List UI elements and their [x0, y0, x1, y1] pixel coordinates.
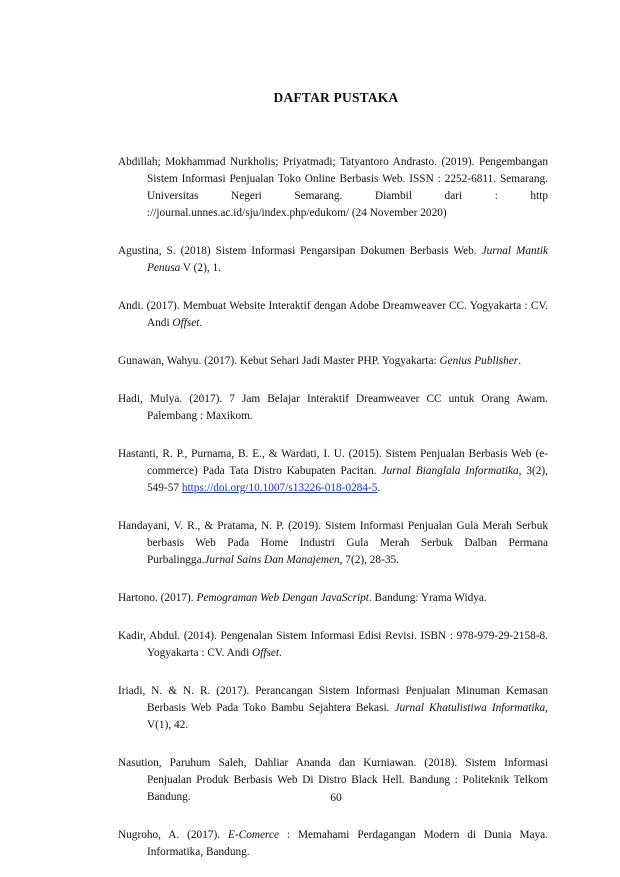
reference-journal-title: Jurnal Mantik Penusa — [147, 245, 548, 274]
reference-entry — [118, 590, 548, 607]
reference-entry — [118, 243, 548, 277]
reference-list — [118, 154, 548, 861]
reference-entry — [118, 827, 548, 861]
reference-text: Nugroho, A. (2017). — [118, 829, 228, 841]
reference-entry — [118, 446, 548, 497]
reference-text: . — [199, 317, 203, 329]
reference-publisher: Offset — [172, 317, 200, 329]
reference-publisher: Offset — [252, 647, 280, 659]
reference-text: Handayani, V. R., & Pratama, N. P. (2019). Sistem Informasi Penjualan Gula Merah Serbuk berbasis Web Pada Home Industri Gula Merah Serbuk Dalban Permana Purbalingga. — [118, 520, 548, 566]
reference-entry — [118, 154, 548, 222]
reference-journal-title: Jurnal Khatulistiwa Informatika — [394, 702, 546, 714]
reference-text: Hartono. (2017). — [118, 592, 197, 604]
reference-entry — [118, 683, 548, 734]
reference-text: . — [377, 482, 381, 494]
reference-text: Abdillah; Mokhammad Nurkholis; Priyatmadi; Tatyantoro Andrasto. (2019). Pengembangan Sistem Informasi Penjualan Toko Online Berbasis Web. ISSN : 2252-6811. Semarang. Universitas Negeri Semarang. Diambil dari : http ://journal.unnes.ac.id/sju/index.php/edukom/ (24 November 2020) — [118, 156, 548, 219]
reference-journal-title: Jurnal Bianglala Informatika — [381, 465, 519, 477]
reference-text: , 3(2), 549-57 — [147, 465, 549, 494]
page-number: 60 — [330, 792, 342, 804]
reference-text: Agustina, S. (2018) Sistem Informasi Pengarsipan Dokumen Berbasis Web. — [118, 245, 482, 257]
reference-entry — [118, 298, 548, 332]
reference-entry — [118, 391, 548, 425]
reference-entry — [118, 628, 548, 662]
reference-publisher: Genius Publisher — [439, 355, 519, 367]
reference-text: . — [279, 647, 282, 659]
page-title: DAFTAR PUSTAKA — [273, 90, 399, 105]
reference-text: Nasution, Paruhum Saleh, Dahliar Ananda dan Kurniawan. (2018). Sistem Informasi Penjualan Produk Berbasis Web Di Distro Black Hell. Bandung : Politeknik Telkom Bandung. — [118, 757, 548, 803]
reference-book-title: Pemograman Web Dengan JavaScript — [196, 592, 369, 604]
reference-book-title: E-Comerce — [228, 829, 280, 841]
reference-text: Gunawan, Wahyu. (2017). Kebut Sehari Jadi Master PHP. Yogyakarta: — [118, 355, 440, 367]
reference-doi-link[interactable]: https://doi.org/10.1007/s13226-018-0284-5 — [181, 482, 378, 494]
reference-text: . Bandung: Yrama Widya. — [368, 592, 487, 604]
reference-text: Hadi, Mulya. (2017). 7 Jam Belajar Interaktif Dreamweaver CC untuk Orang Awam. Palembang : Maxikom. — [118, 393, 548, 422]
reference-text: Kadir, Abdul. (2014). Pengenalan Sistem Informasi Edisi Revisi. ISBN : 978-979-29-2158-8. Yogyakarta : CV. Andi — [118, 630, 548, 659]
reference-text: Andi. (2017). Membuat Website Interaktif dengan Adobe Dreamweaver CC. Yogyakarta : CV. Andi — [118, 300, 548, 329]
reference-text: . — [518, 355, 522, 367]
reference-text: Hastanti, R. P., Purnama, B. E., & Wardati, I. U. (2015). Sistem Penjualan Berbasis Web (e-commerce) Pada Tata Distro Kabupaten Pacitan. — [118, 448, 548, 477]
reference-text: V (2), 1. — [180, 262, 221, 274]
reference-text: Iriadi, N. & N. R. (2017). Perancangan Sistem Informasi Penjualan Minuman Kemasan Berbasis Web Pada Toko Bambu Sejahtera Bekasi. — [118, 685, 548, 714]
reference-text: : Memahami Perdagangan Modern di Dunia Maya. Informatika, Bandung. — [147, 829, 548, 858]
reference-entry — [118, 518, 548, 569]
reference-entry — [118, 353, 548, 370]
reference-text: , 7(2), 28-35. — [339, 554, 399, 566]
reference-text: , V(1), 42. — [147, 702, 548, 731]
reference-journal-title: Jurnal Sains Dan Manajemen — [204, 554, 340, 566]
